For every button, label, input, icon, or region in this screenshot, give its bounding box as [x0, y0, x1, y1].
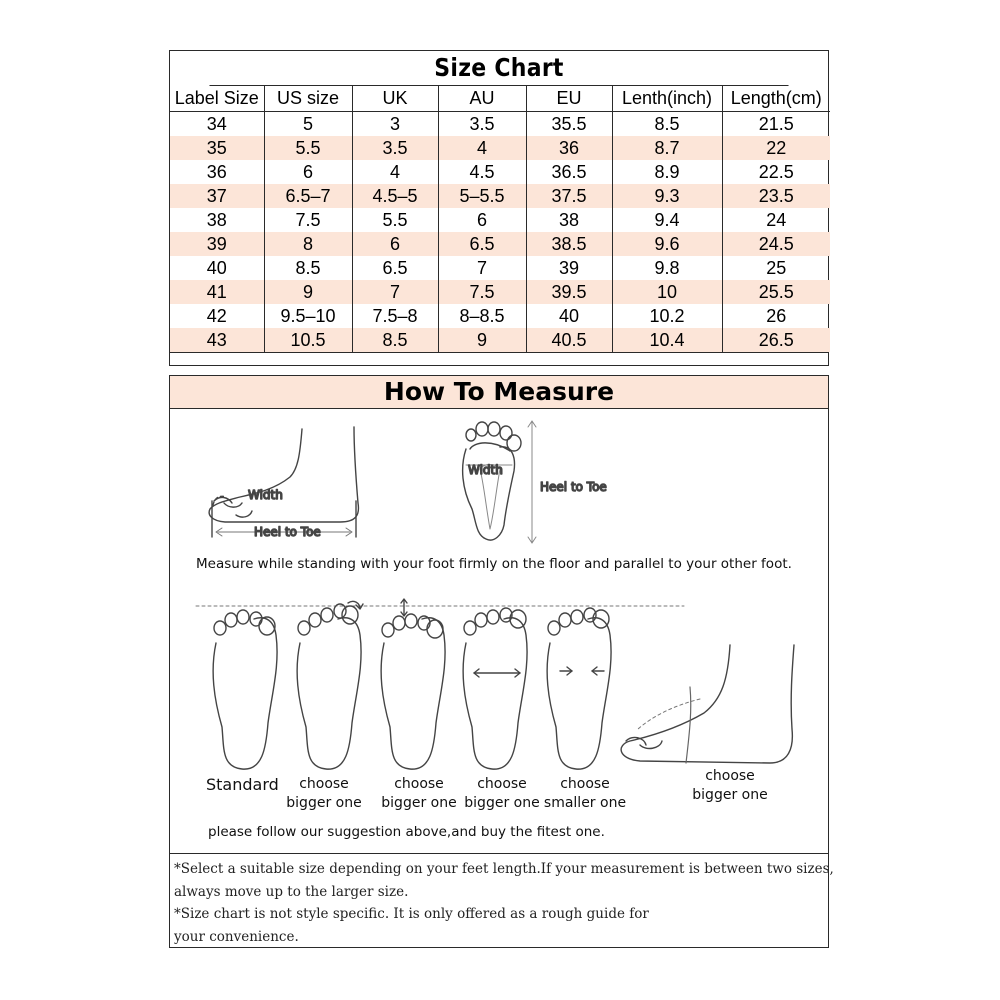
- top-heel-to-toe-label: Heel to Toe: [540, 480, 607, 494]
- cell-eu-size: 40.5: [526, 328, 612, 352]
- cell-label-size: 39: [170, 232, 264, 256]
- table-row: [170, 280, 830, 304]
- cell-uk-size: 3: [352, 112, 438, 137]
- caption-line: bigger one: [286, 795, 362, 811]
- cell-label-size: 38: [206, 210, 227, 230]
- cell-us-size: 8: [264, 232, 352, 256]
- caption-line: bigger one: [464, 795, 540, 811]
- cell-au-size: 7.5: [438, 280, 526, 304]
- cell-au-size: 9: [438, 328, 526, 352]
- cell-au-size: 8–8.5: [438, 304, 526, 328]
- cell-uk-size: 6.5: [352, 256, 438, 280]
- cell-length-inch: 9.6: [612, 232, 722, 256]
- cell-length-cm: 26: [722, 304, 830, 328]
- header-uk: UK: [352, 86, 438, 112]
- caption-standard: Standard: [206, 775, 279, 794]
- side-width-label: Width: [248, 488, 283, 502]
- cell-length-cm: 24.5: [722, 232, 830, 256]
- header-length-cm: Length(cm): [722, 86, 830, 112]
- cell-length-inch: 10.4: [612, 328, 722, 352]
- cell-uk-size: 3.5: [352, 136, 438, 160]
- caption-line: choose: [560, 776, 610, 792]
- caption-line: choose: [299, 776, 349, 792]
- header-label-size: Label Size: [170, 86, 264, 112]
- foot-gap-icon: [381, 599, 445, 769]
- cell-label-size: 37: [170, 184, 264, 208]
- cell-au-size: 3.5: [438, 112, 526, 137]
- cell-au-size: 6: [438, 208, 526, 232]
- cell-au-size: 6.5: [438, 232, 526, 256]
- foot-standard-icon: [213, 610, 277, 769]
- side-heel-to-toe-label: Heel to Toe: [254, 525, 321, 539]
- cell-uk-size: 8.5: [352, 328, 438, 352]
- cell-uk-size: 7: [352, 280, 438, 304]
- cell-length-inch: 8.5: [612, 112, 722, 137]
- header-us-size: US size: [264, 86, 352, 112]
- cell-uk-size: 7.5–8: [352, 304, 438, 328]
- size-chart-title: Size Chart: [209, 51, 788, 86]
- header-eu: EU: [526, 86, 612, 112]
- caption-high-instep: [684, 767, 776, 805]
- cell-us-size: 5.5: [264, 136, 352, 160]
- cell-length-cm: 26.5: [722, 328, 830, 352]
- cell-length-cm: 25: [722, 256, 830, 280]
- cell-uk-size: 4: [352, 160, 438, 184]
- caption-gap: [379, 775, 459, 813]
- cell-label-size: 36: [206, 162, 227, 182]
- header-length-inch: Lenth(inch): [612, 86, 722, 112]
- cell-length-cm: 22.5: [722, 160, 830, 184]
- cell-length-inch: 8.9: [612, 160, 722, 184]
- cell-label-size: 43: [170, 328, 264, 352]
- caption-line: bigger one: [692, 787, 768, 803]
- cell-label-size: 41: [170, 280, 264, 304]
- foot-wide-icon: [463, 608, 527, 769]
- table-row: [170, 208, 830, 232]
- table-row: [170, 136, 830, 160]
- cell-length-inch: 8.7: [612, 136, 722, 160]
- top-width-label: Width: [468, 463, 503, 477]
- cell-length-cm: 21.5: [722, 112, 830, 137]
- table-row: [170, 304, 830, 328]
- cell-eu-size: 39: [526, 256, 612, 280]
- foot-high-instep-icon: [621, 645, 794, 763]
- note-line: *Select a suitable size depending on your feet length.If your measurement is between two sizes,: [174, 861, 834, 877]
- cell-length-inch: 10.2: [612, 304, 722, 328]
- cell-length-inch: 9.3: [612, 184, 722, 208]
- cell-length-inch: 10: [612, 280, 722, 304]
- table-row: [170, 256, 830, 280]
- cell-label-size: 42: [206, 306, 227, 326]
- cell-length-cm: 25.5: [722, 280, 830, 304]
- size-chart-footer-gap: [170, 352, 828, 365]
- caption-line: smaller one: [543, 795, 627, 811]
- cell-length-cm: 24: [722, 208, 830, 232]
- cell-us-size: 7.5: [264, 208, 352, 232]
- cell-eu-size: 35.5: [526, 112, 612, 137]
- foot-narrow-icon: [547, 608, 611, 769]
- cell-length-inch: 9.8: [612, 256, 722, 280]
- foot-toe-over-icon: [297, 601, 363, 769]
- cell-us-size: 9.5–10: [264, 304, 352, 328]
- cell-au-size: 4: [438, 136, 526, 160]
- table-row: [170, 328, 830, 352]
- table-row: [170, 112, 830, 137]
- note-line: your convenience.: [174, 928, 299, 945]
- how-to-measure-panel: [169, 375, 834, 948]
- cell-label-size: 40: [206, 258, 227, 278]
- caption-wide: [460, 775, 544, 813]
- cell-au-size: 7: [438, 256, 526, 280]
- measure-instruction: Measure while standing with your foot firmly on the floor and parallel to your other foot.: [196, 556, 792, 572]
- caption-narrow: [542, 775, 628, 813]
- caption-line: bigger one: [381, 795, 457, 811]
- note-line: *Size chart is not style specific. It is only offered as a rough guide for: [174, 906, 649, 922]
- cell-eu-size: 37.5: [526, 184, 612, 208]
- cell-uk-size: 4.5–5: [352, 184, 438, 208]
- table-row: [170, 232, 830, 256]
- header-au: AU: [438, 86, 526, 112]
- cell-us-size: 6.5–7: [264, 184, 352, 208]
- top-view-foot-icon: [463, 421, 536, 543]
- cell-eu-size: 40: [526, 304, 612, 328]
- cell-eu-size: 39.5: [526, 280, 612, 304]
- cell-us-size: 8.5: [264, 256, 352, 280]
- cell-eu-size: 36: [526, 136, 612, 160]
- cell-label-size: 34: [206, 114, 227, 134]
- cell-uk-size: 5.5: [352, 208, 438, 232]
- follow-suggestion-note: please follow our suggestion above,and buy the fitest one.: [208, 824, 605, 840]
- caption-line: choose: [477, 776, 527, 792]
- size-chart-panel: [169, 50, 829, 366]
- cell-au-size: 5–5.5: [438, 184, 526, 208]
- caption-line: choose: [394, 776, 444, 792]
- cell-length-cm: 23.5: [722, 184, 830, 208]
- table-row: [170, 160, 830, 184]
- cell-label-size: 35: [170, 136, 264, 160]
- cell-us-size: 5: [264, 112, 352, 137]
- size-notes: [170, 853, 834, 947]
- how-to-measure-title: How To Measure: [170, 376, 828, 409]
- note-line: always move up to the larger size.: [174, 883, 409, 900]
- cell-us-size: 10.5: [264, 328, 352, 352]
- table-row: [170, 184, 830, 208]
- cell-us-size: 9: [264, 280, 352, 304]
- side-view-foot-icon: [209, 427, 358, 537]
- cell-eu-size: 36.5: [526, 160, 612, 184]
- cell-us-size: 6: [264, 160, 352, 184]
- cell-eu-size: 38.5: [526, 232, 612, 256]
- caption-toe-over: [284, 775, 364, 813]
- cell-length-inch: 9.4: [612, 208, 722, 232]
- cell-eu-size: 38: [526, 208, 612, 232]
- cell-length-cm: 22: [722, 136, 830, 160]
- cell-uk-size: 6: [352, 232, 438, 256]
- size-chart-table: [170, 86, 830, 352]
- caption-line: choose: [705, 768, 755, 784]
- cell-au-size: 4.5: [438, 160, 526, 184]
- table-header-row: [170, 86, 830, 112]
